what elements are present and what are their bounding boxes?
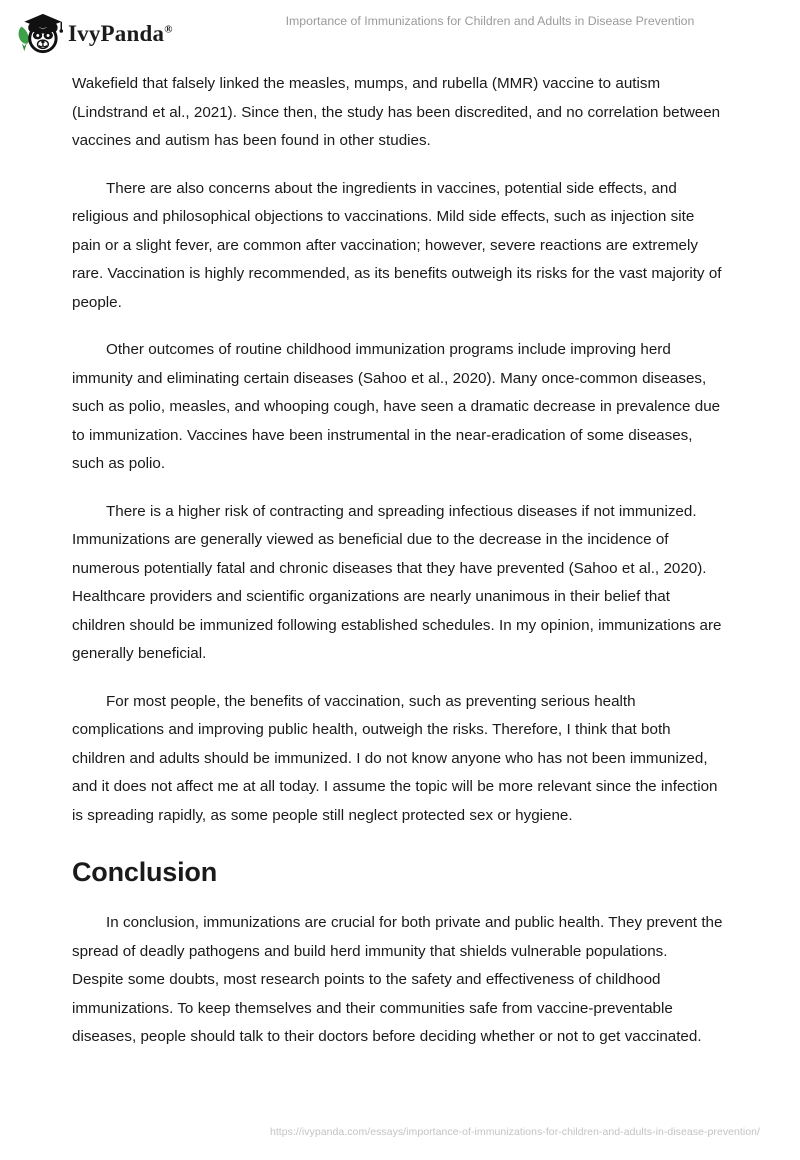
paragraph: There is a higher risk of contracting and spreading infectious diseases if not immunized. Immunizations are generally viewed as beneficial due to the decrease in the incidence of numerous potentially fatal and chronic diseases that they have prevented (Sahoo et al., 2020). Healthcare providers and scientific organizations are nearly unanimous in their belief that children should be immunized following established schedules. In my opinion, immunizations are generally beneficial. <box>72 502 722 662</box>
paragraph: In conclusion, immunizations are crucial for both private and public health. They prevent the spread of deadly pathogens and build herd immunity that shields vulnerable populations. Despite some doubts, most research points to the safety and effectiveness of childhood immunizations. To keep themselves and their communities safe from vaccine-preventable diseases, people should talk to their doctors before deciding whether or not to get vaccinated. <box>72 914 723 1046</box>
panda-graduate-icon <box>14 10 64 56</box>
section-heading-conclusion: Conclusion <box>72 857 217 887</box>
page-header <box>0 0 800 62</box>
document-body <box>72 70 723 1071</box>
source-url-link[interactable]: https://ivypanda.com/essays/importance-of-immunizations-for-children-and-adults-in-disease-prevention/ <box>269 1126 760 1138</box>
paragraph: There are also concerns about the ingredients in vaccines, potential side effects, and religious and philosophical objections to vaccinations. Mild side effects, such as injection site pain or a slight fever, are common after vaccination; however, severe reactions are extremely rare. Vaccination is highly recommended, as its benefits outweigh its risks for the vast majority of people. <box>72 179 722 311</box>
brand-name: IvyPanda® <box>68 20 173 46</box>
paragraph: Wakefield that falsely linked the measles, mumps, and rubella (MMR) vaccine to autism (Lindstrand et al., 2021). Since then, the study has been discredited, and no correlation between vaccines and autism has been found in other studies. <box>72 75 721 149</box>
page-title: Importance of Immunizations for Children and Adults in Disease Prevention <box>285 14 695 28</box>
brand-logo[interactable] <box>14 9 173 57</box>
registered-trademark-icon: ® <box>164 22 173 35</box>
page-footer <box>0 1122 780 1140</box>
paragraph: For most people, the benefits of vaccination, such as preventing serious health complications and improving public health, outweigh the risks. Therefore, I think that both children and adults should be immunized. I do not know anyone who has not been immunized, and it does not affect me at all today. I assume the topic will be more relevant since the infection is spreading rapidly, as some people still neglect protected sex or hygiene. <box>72 692 718 824</box>
paragraph: Other outcomes of routine childhood immunization programs include improving herd immunity and eliminating certain diseases (Sahoo et al., 2020). Many once-common diseases, such as polio, measles, and whooping cough, have seen a dramatic decrease in prevalence due to immunization. Vaccines have been instrumental in the near-eradication of some diseases, such as polio. <box>72 341 721 472</box>
